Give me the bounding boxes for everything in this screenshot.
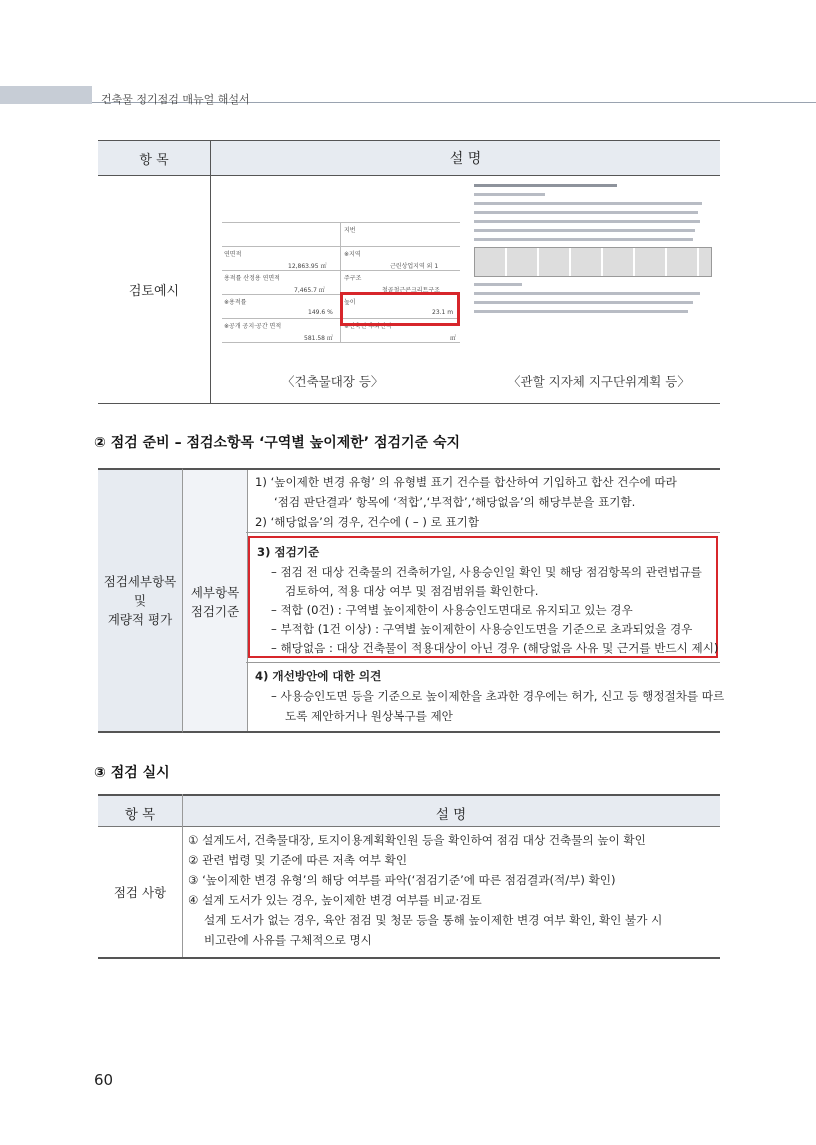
inspection-line: ③ ‘높이제한 변경 유형’의 해당 여부를 파악(‘점검기준’에 따른 점검결과(적/부) 확인) bbox=[188, 873, 616, 887]
category-line: 계량적 평가 bbox=[107, 612, 173, 627]
register-value: 철골철근콘크리트구조 bbox=[382, 287, 440, 294]
inspection-line: ① 설계도서, 건축물대장, 토지이용계획확인원 등을 확인하여 점검 대상 건축물의 높이 확인 bbox=[188, 833, 646, 847]
running-header: 건축물 정기점검 매뉴얼 해설서 bbox=[101, 93, 250, 106]
criteria-divider bbox=[246, 662, 720, 663]
row-label-inspection: 점검 사항 bbox=[113, 885, 167, 900]
register-label: ※지역 bbox=[344, 251, 361, 258]
register-value: 149.6 % bbox=[308, 309, 333, 316]
category-cell bbox=[98, 468, 182, 733]
district-plan-image bbox=[474, 178, 712, 358]
register-label: 주구조 bbox=[344, 275, 362, 282]
height-highlight-box bbox=[340, 292, 460, 326]
register-label: ※건축선 후퇴면적 bbox=[344, 323, 392, 330]
register-label: 연면적 bbox=[224, 251, 242, 258]
instruction-line: 2) ‘해당없음’의 경우, 건수에 ( – ) 로 표기함 bbox=[255, 515, 480, 529]
section-title-preparation: ② 점검 준비 – 점검소항목 ‘구역별 높이제한’ 점검기준 숙지 bbox=[94, 435, 461, 451]
register-label: 지번 bbox=[344, 227, 356, 234]
page-number: 60 bbox=[94, 1071, 114, 1089]
register-label: 높이 bbox=[344, 299, 356, 306]
header-accent-bar bbox=[0, 86, 92, 104]
caption-district-plan: 〈관할 지자체 지구단위계획 등〉 bbox=[508, 374, 690, 389]
col-header-item: 항 목 bbox=[98, 141, 211, 176]
subcategory-cell bbox=[182, 468, 248, 733]
register-label: 용적률 산정용 연면적 bbox=[224, 275, 280, 282]
improvement-title: 4) 개선방안에 대한 의견 bbox=[255, 669, 382, 683]
inspection-line: 비고란에 사유를 구체적으로 명시 bbox=[204, 933, 372, 947]
district-plan-table bbox=[474, 247, 712, 277]
register-value: 7,465.7 ㎡ bbox=[294, 287, 325, 294]
register-value: ㎡ bbox=[450, 335, 457, 342]
subcategory-line: 세부항목 bbox=[190, 585, 240, 600]
criteria-line: – 적합 (0건) : 구역별 높이제한이 사용승인도면대로 유지되고 있는 경우 bbox=[271, 603, 633, 617]
criteria-line: 검토하여, 적용 대상 여부 및 점검범위를 확인한다. bbox=[285, 584, 539, 598]
col-header-desc: 설 명 bbox=[211, 141, 721, 176]
caption-building-register: 〈건축물대장 등〉 bbox=[282, 374, 384, 389]
inspection-line: ④ 설계 도서가 있는 경우, 높이제한 변경 여부를 비교·검토 bbox=[188, 893, 482, 907]
register-value: 581.58 ㎡ bbox=[304, 335, 333, 342]
improvement-line: 도록 제안하거나 원상복구를 제안 bbox=[285, 709, 453, 723]
row-label-review: 검토예시 bbox=[98, 176, 211, 404]
inspection-line: 설계 도서가 없는 경우, 육안 점검 및 청문 등을 통해 높이제한 변경 여부 확인, 확인 불가 시 bbox=[204, 913, 663, 927]
register-value: 12,863.95 ㎡ bbox=[288, 263, 327, 270]
section-title-inspection: ③ 점검 실시 bbox=[94, 765, 170, 781]
instruction-line: 1) ‘높이제한 변경 유형’ 의 유형별 표기 건수를 합산하여 기입하고 합산 건수에 따라 bbox=[255, 475, 677, 489]
category-line: 점검세부항목 bbox=[103, 574, 177, 589]
criteria-line: – 부적합 (1건 이상) : 구역별 높이제한이 사용승인도면을 기준으로 초과되었을 경우 bbox=[271, 622, 693, 636]
instruction-line: ‘점검 판단결과’ 항목에 ‘적합’,‘부적합’,‘해당없음’의 해당부분을 표기함. bbox=[274, 495, 636, 509]
register-height-value: 23.1 m bbox=[432, 309, 454, 316]
criteria-line: – 점검 전 대상 건축물의 건축허가일, 사용승인일 확인 및 해당 점검항목의 관련법규를 bbox=[271, 565, 702, 579]
category-line: 및 bbox=[133, 593, 147, 608]
inspection-table-header bbox=[98, 794, 720, 827]
subcategory-line: 점검기준 bbox=[190, 604, 240, 619]
improvement-line: – 사용승인도면 등을 기준으로 높이제한을 초과한 경우에는 허가, 신고 등 행정절차를 따르 bbox=[271, 689, 725, 703]
register-label: ※공개 공지·공간 면적 bbox=[224, 323, 282, 330]
criteria-title: 3) 점검기준 bbox=[257, 545, 320, 559]
col-header-desc: 설 명 bbox=[435, 807, 467, 823]
criteria-divider bbox=[246, 532, 720, 533]
register-value: 근린상업지역 외 1 bbox=[390, 263, 439, 270]
col-header-item: 항 목 bbox=[124, 807, 156, 823]
inspection-table-divider bbox=[182, 794, 183, 957]
inspection-line: ② 관련 법령 및 기준에 따른 저촉 여부 확인 bbox=[188, 853, 408, 867]
register-label: ※용적률 bbox=[224, 299, 247, 306]
criteria-line: – 해당없음 : 대상 건축물이 적용대상이 아닌 경우 (해당없음 사유 및 근거를 반드시 제시) bbox=[271, 641, 719, 655]
